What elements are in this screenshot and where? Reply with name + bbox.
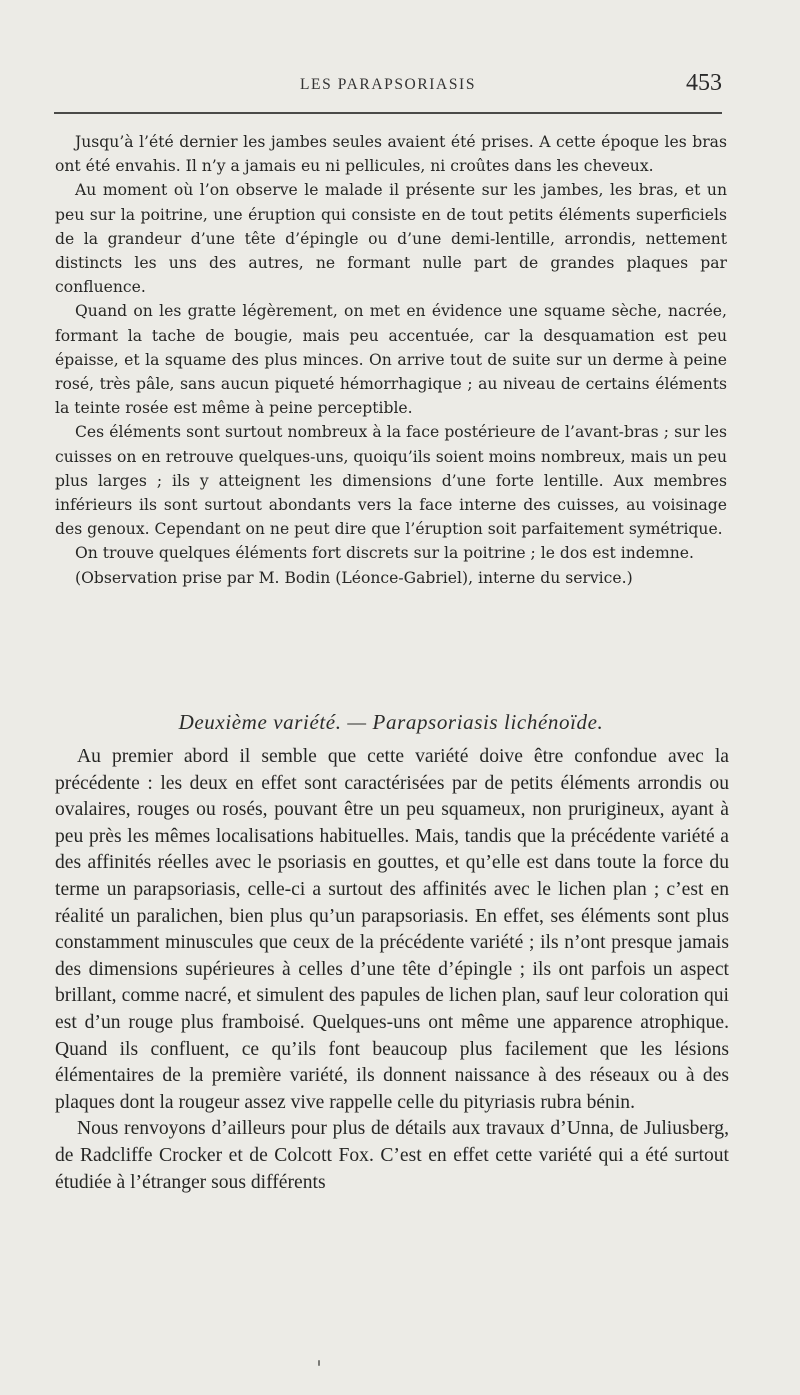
observation-text: [55, 130, 727, 590]
observation-paragraph-6: (Observation prise par M. Bodin (Léonce-Gabriel), interne du service.): [75, 568, 633, 587]
section-heading: Deuxième variété. — Parapsoriasis lichénoïde.: [178, 710, 604, 734]
section-body: [55, 744, 729, 1196]
page-number: 453: [686, 70, 722, 96]
observation-paragraph-4: Ces éléments sont surtout nombreux à la face postérieure de l’avant-bras ; sur les cuisses on en retrouve quelques-uns, quoiqu’ils soient moins nombreux, mais un peu plus larges ; ils y atteignent les dimensions d’une forte lentille. Aux membres inférieurs ils sont surtout abondants vers la face interne des cuisses, au voisinage des genoux. Cependant on ne peut dire que l’éruption soit parfaitement symétrique.: [55, 423, 727, 539]
page-header: [54, 70, 722, 96]
observation-paragraph-1: Jusqu’à l’été dernier les jambes seules avaient été prises. A cette époque les bras ont été envahis. Il n’y a jamais eu ni pellicules, ni croûtes dans les cheveux.: [55, 133, 727, 176]
observation-paragraph-2: Au moment où l’on observe le malade il présente sur les jambes, les bras, et un peu sur la poitrine, une éruption qui consiste en de tout petits éléments superficiels de la grandeur d’une tête d’épingle ou d’une demi-lentille, arrondis, nettement distincts les uns des autres, ne formant nulle part de grandes plaques par confluence.: [55, 181, 727, 297]
running-head: LES PARAPSORIASIS: [299, 76, 477, 93]
observation-paragraph-5: On trouve quelques éléments fort discrets sur la poitrine ; le dos est indemne.: [75, 544, 694, 563]
paper-speck: [318, 1360, 320, 1366]
header-rule: [54, 112, 722, 114]
section-paragraph-2: Nous renvoyons d’ailleurs pour plus de détails aux travaux d’Unna, de Juliusberg, de Radcliffe Crocker et de Colcott Fox. C’est en effet cette variété qui a été surtout étudiée à l’étranger sous différents: [55, 1118, 729, 1193]
observation-paragraph-3: Quand on les gratte légèrement, on met en évidence une squame sèche, nacrée, formant la tache de bougie, mais peu accentuée, car la desquamation est peu épaisse, et la squame des plus minces. On arrive tout de suite sur un derme à peine rosé, très pâle, sans aucun piqueté hémorrhagique ; au niveau de certains éléments la teinte rosée est même à peine perceptible.: [55, 302, 727, 418]
section-paragraph-1: Au premier abord il semble que cette variété doive être confondue avec la précédente : les deux en effet sont caractérisées par de petits éléments arrondis ou ovalaires, rouges ou rosés, pouvant être un peu squameux, non prurigineux, ayant à peu près les mêmes localisations habituelles. Mais, tandis que la précédente variété a des affinités réelles avec le psoriasis en gouttes, et qu’elle est dans toute la force du terme un parapsoriasis, celle-ci a surtout des affinités avec le lichen plan ; c’est en réalité un paralichen, bien plus qu’un parapsoriasis. En effet, ses éléments sont plus constamment minuscules que ceux de la précédente variété ; ils n’ont presque jamais des dimensions supérieures à celles d’une tête d’épingle ; ils ont parfois un aspect brillant, comme nacré, et simulent des papules de lichen plan, sauf leur coloration qui est d’un rouge plus framboisé. Quelques-uns ont même une apparence atrophique. Quand ils confluent, ce qu’ils font beaucoup plus facilement que les lésions élémentaires de la première variété, ils donnent naissance à des réseaux ou à des plaques dont la rougeur assez vive rappelle celle du pityriasis rubra bénin.: [55, 746, 729, 1113]
